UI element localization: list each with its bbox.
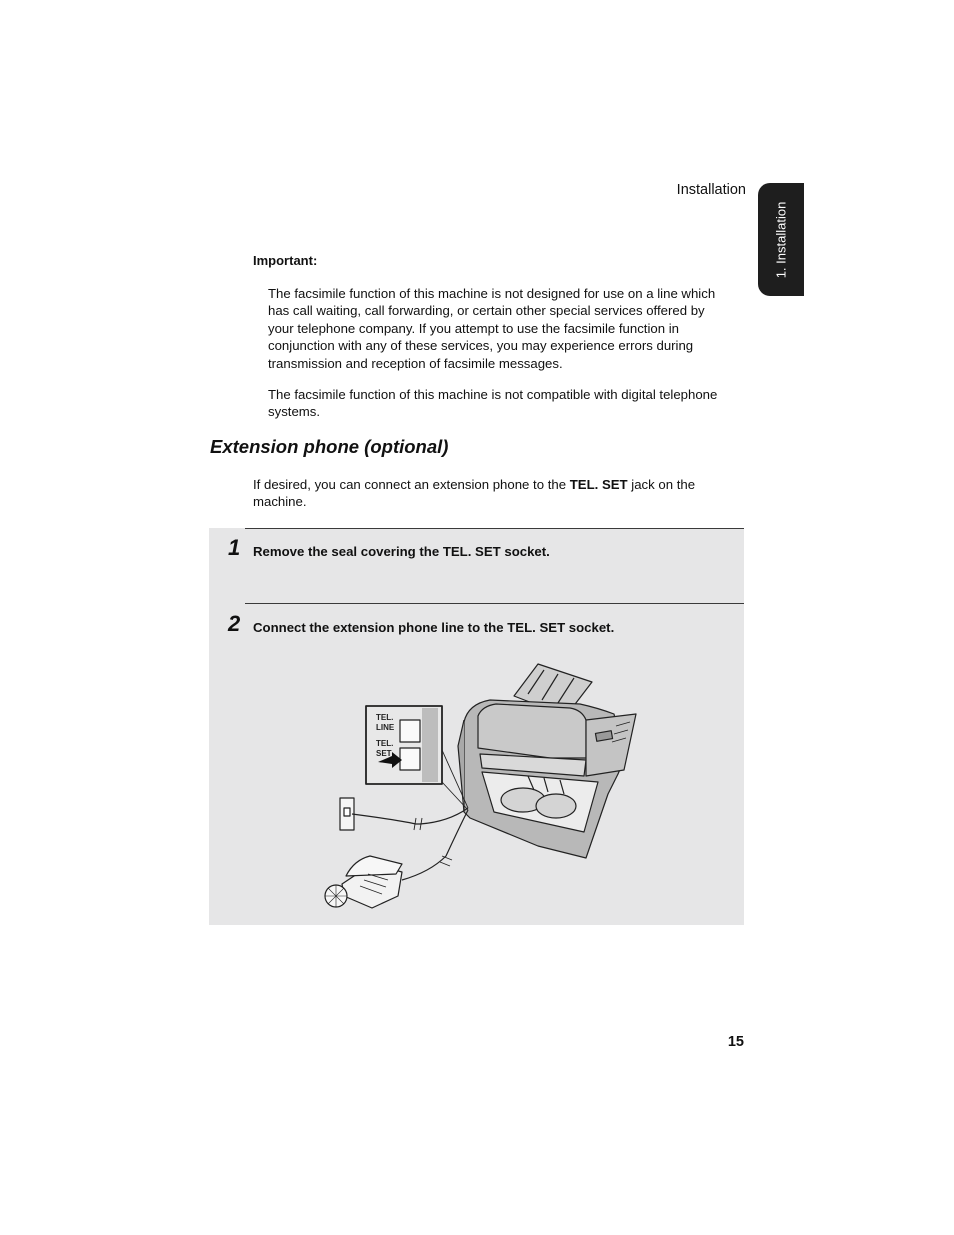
step-1-text: Remove the seal covering the TEL. SET socket. — [253, 544, 550, 559]
section-heading: Extension phone (optional) — [210, 436, 449, 457]
step-2-number: 2 — [228, 611, 241, 636]
wall-jack-icon — [340, 798, 354, 830]
important-paragraph-call-waiting: The facsimile function of this machine is not designed for use on a line which has call waiting, call forwarding, or certain other special services offered by your telephone company. If you attempt to use the facsimile function in conjunction with any of these services, you may experience errors during transmission and reception of facsimile messages. — [268, 286, 716, 371]
intro-text-start: If desired, you can connect an extension phone to the — [253, 477, 570, 492]
tel-set-label-line2: SET — [376, 749, 392, 758]
fax-extension-phone-illustration — [318, 660, 648, 915]
tel-line-label-line1: TEL. — [376, 713, 394, 722]
tel-line-label-line2: LINE — [376, 723, 395, 732]
important-label: Important: — [253, 253, 318, 268]
telephone-icon — [325, 856, 402, 908]
step-1-divider — [245, 528, 744, 529]
fax-machine-icon — [458, 700, 636, 858]
intro-text-end: jack on the machine. — [253, 477, 696, 510]
running-header-title: Installation — [676, 182, 746, 198]
intro-bold-tel-set: TEL. SET — [569, 477, 628, 492]
important-paragraph-digital: The facsimile function of this machine is not compatible with digital telephone systems. — [268, 387, 718, 420]
step-1-number: 1 — [228, 535, 241, 560]
page-number: 15 — [727, 1034, 744, 1050]
chapter-side-tab — [758, 183, 804, 296]
tel-set-label-line1: TEL. — [376, 739, 394, 748]
step-2-text: Connect the extension phone line to the TEL. SET socket. — [253, 620, 615, 635]
step-2-divider — [245, 603, 744, 604]
section-intro — [253, 476, 731, 511]
chapter-side-tab-label: 1. Installation — [773, 201, 789, 278]
